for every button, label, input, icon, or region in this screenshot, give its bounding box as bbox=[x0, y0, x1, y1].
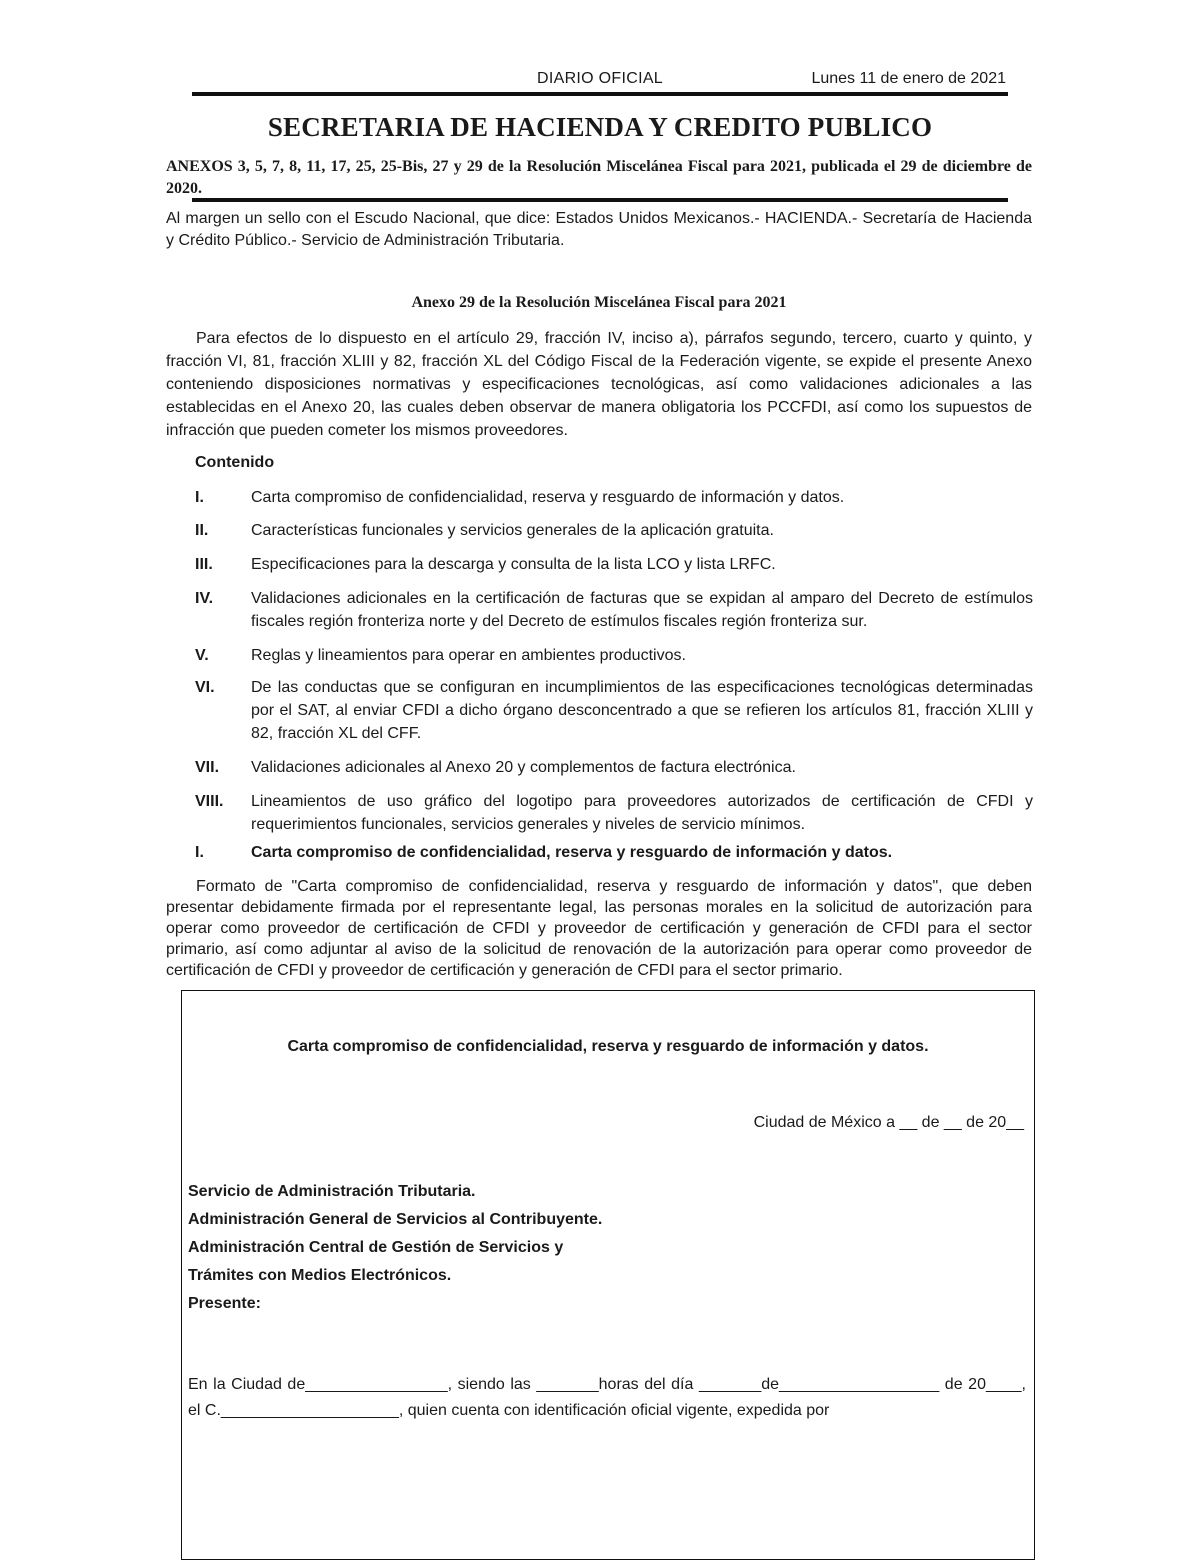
secretaria-heading: SECRETARIA DE HACIENDA Y CREDITO PUBLICO bbox=[267, 112, 933, 142]
toc-text: Lineamientos de uso gráfico del logotipo para proveedores autorizados de certificación de CFDI y requerimientos funcionales, servicios generales y niveles de servicio mínimos. bbox=[251, 793, 1033, 833]
toc-text: Especificaciones para la descarga y consulta de la lista LCO y lista LRFC. bbox=[251, 556, 776, 573]
toc-text: De las conductas que se configuran en incumplimientos de las especificaciones tecnológicas determinadas por el SAT, al enviar CFDI a dicho órgano desconcentrado a que se refieren los artículos 81, fracción XLIII y 82, fracción XL del CFF. bbox=[251, 679, 1033, 742]
toc-text: Validaciones adicionales en la certificación de facturas que se expidan al amparo del Decreto de estímulos fiscales región fronteriza norte y del Decreto de estímulos fiscales región fronteriza sur. bbox=[251, 590, 1033, 630]
toc-number: VIII. bbox=[195, 793, 224, 810]
toc-item bbox=[195, 756, 1033, 779]
toc-number: IV. bbox=[195, 590, 214, 607]
title-rule bbox=[192, 198, 1008, 202]
toc-item bbox=[195, 553, 1033, 576]
section-number: I. bbox=[195, 844, 204, 861]
toc-number: III. bbox=[195, 556, 213, 573]
anexos-title: ANEXOS 3, 5, 7, 8, 11, 17, 25, 25-Bis, 27 y 29 de la Resolución Miscelánea Fiscal para 2021, publicada el 29 de diciembre de 2020. bbox=[166, 158, 1032, 197]
form-address-line: Administración General de Servicios al Contribuyente. bbox=[188, 1211, 603, 1228]
toc-number: VII. bbox=[195, 759, 220, 776]
intro-paragraph: Para efectos de lo dispuesto en el artículo 29, fracción IV, inciso a), párrafos segundo, tercero, cuarto y quinto, y fracción VI, 81, fracción XLIII y 82, fracción XL del Código Fiscal de la Federación vigente, se expide el presente Anexo conteniendo disposiciones normativas y especificaciones tecnológicas, así como validaciones adicionales a las establecidas en el Anexo 20, las cuales deben observar de manera obligatoria los PCCFDI, así como los supuestos de infracción que pueden cometer los mismos proveedores. bbox=[166, 330, 1032, 439]
anexo29-title: Anexo 29 de la Resolución Miscelánea Fiscal para 2021 bbox=[411, 294, 787, 311]
toc-item bbox=[195, 486, 1033, 509]
publication-name: DIARIO OFICIAL bbox=[537, 70, 663, 87]
carta-form-box bbox=[181, 990, 1035, 1560]
section-heading bbox=[195, 844, 1033, 862]
publication-date: Lunes 11 de enero de 2021 bbox=[811, 70, 1006, 87]
toc-text: Carta compromiso de confidencialidad, reserva y resguardo de información y datos. bbox=[251, 489, 845, 506]
toc-item bbox=[195, 790, 1033, 836]
form-body-text: En la Ciudad de________________, siendo las _______horas del día _______de__________________ de 20____, el C.____________________, quien cuenta con identificación oficial vigente, expedida por bbox=[188, 1376, 1026, 1419]
toc-number: VI. bbox=[195, 679, 215, 696]
toc-number: V. bbox=[195, 647, 209, 664]
form-address-line: Servicio de Administración Tributaria. bbox=[188, 1183, 476, 1200]
formato-paragraph: Formato de "Carta compromiso de confidencialidad, reserva y resguardo de información y datos", que deben presentar debidamente firmada por el representante legal, las personas morales en la solicitud de autorización para operar como proveedor de certificación de CFDI y proveedor de certificación y generación de CFDI para el sector primario, así como adjuntar al aviso de la solicitud de renovación de la autorización para operar como proveedor de certificación de CFDI y proveedor de certificación y generación de CFDI para el sector primario. bbox=[166, 878, 1032, 979]
form-address-line: Administración Central de Gestión de Servicios y bbox=[188, 1239, 564, 1256]
toc-item bbox=[195, 644, 1033, 667]
form-city-date-line: Ciudad de México a __ de __ de 20__ bbox=[753, 1114, 1024, 1131]
toc-number: I. bbox=[195, 489, 204, 506]
form-presente: Presente: bbox=[188, 1295, 261, 1312]
form-address-line: Trámites con Medios Electrónicos. bbox=[188, 1267, 452, 1284]
toc-item bbox=[195, 676, 1033, 745]
toc-number: II. bbox=[195, 522, 209, 539]
toc-item bbox=[195, 587, 1033, 633]
toc-text: Validaciones adicionales al Anexo 20 y complementos de factura electrónica. bbox=[251, 759, 796, 776]
toc-text: Reglas y lineamientos para operar en ambientes productivos. bbox=[251, 647, 686, 664]
margen-text: Al margen un sello con el Escudo Nacional, que dice: Estados Unidos Mexicanos.- HACIENDA.- Secretaría de Hacienda y Crédito Público.- Servicio de Administración Tributaria. bbox=[166, 210, 1032, 249]
form-title: Carta compromiso de confidencialidad, reserva y resguardo de información y datos. bbox=[287, 1038, 929, 1055]
page-header bbox=[192, 70, 1008, 92]
toc-item bbox=[195, 519, 1033, 542]
toc-text: Características funcionales y servicios generales de la aplicación gratuita. bbox=[251, 522, 774, 539]
section-title: Carta compromiso de confidencialidad, reserva y resguardo de información y datos. bbox=[251, 844, 893, 861]
header-rule bbox=[192, 92, 1008, 96]
contenido-label: Contenido bbox=[195, 454, 275, 471]
